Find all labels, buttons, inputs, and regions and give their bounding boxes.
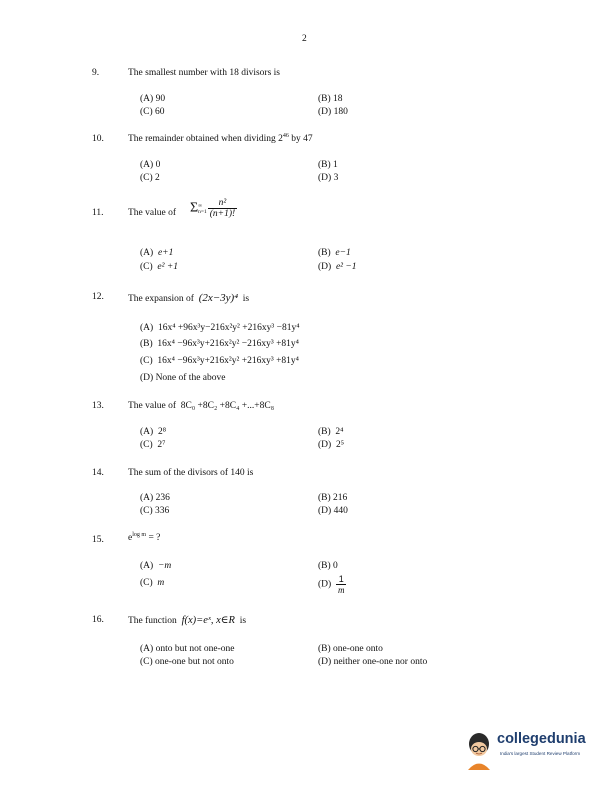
logo-tagline: India's largest Student Review Platform: [500, 751, 581, 756]
option-b: (B) one-one onto: [318, 644, 383, 654]
option-d: (D) None of the above: [140, 373, 226, 383]
question-text: The function f(x)=eˣ, x∈R is: [128, 615, 247, 626]
option-d: (D) 180: [318, 107, 348, 117]
question-number: 15.: [92, 535, 104, 545]
logo-wordmark: collegedunia: [497, 731, 586, 747]
option-d: (D) 2⁵: [318, 440, 345, 450]
question-text: The expansion of (2x−3y)⁴ is: [128, 292, 250, 304]
question-text: The remainder obtained when dividing $2^{46}$ by 47: [128, 132, 313, 144]
option-d: (D) 440: [318, 506, 348, 516]
option-c: (C) 2⁷: [140, 440, 166, 450]
option-a: (A) e+1: [140, 248, 174, 258]
question-text: $e^{log m}$ = ?: [128, 531, 161, 543]
student-mascot-icon: [462, 728, 496, 774]
question-text: The value of: [128, 208, 177, 218]
summation-expression: Σ ∞ n=1 $\frac{\text{n²}}{(n+1)!}$: [190, 198, 236, 219]
option-b: (B) e−1: [318, 248, 351, 258]
option-b: (B) 18: [318, 94, 343, 104]
question-text: The smallest number with 18 divisors is: [128, 68, 280, 78]
option-a: (A) onto but not one-one: [140, 644, 235, 654]
page-number: 2: [302, 34, 307, 44]
option-c: (C) 60: [140, 107, 165, 117]
option-d: (D) e² −1: [318, 262, 357, 272]
option-a: (A) 2⁸: [140, 427, 167, 437]
question-number: 16.: [92, 615, 104, 625]
question-number: 9.: [92, 68, 100, 78]
option-c: (C) e² +1: [140, 262, 179, 272]
question-number: 14.: [92, 468, 104, 478]
option-d: (D) $\frac{1}{m}$: [318, 574, 345, 595]
option-b: (B) 16x⁴ −96x³y+216x²y² −216xy³ +81y⁴: [140, 339, 299, 349]
option-d: (D) neither one-one nor onto: [318, 657, 428, 667]
option-c: (C) m: [140, 578, 165, 588]
question-number: 13.: [92, 401, 104, 411]
option-a: (A) 90: [140, 94, 166, 104]
question-number: 11.: [92, 208, 104, 218]
question-number: 12.: [92, 292, 104, 302]
option-b: (B) 1: [318, 160, 338, 170]
option-d: (D) 3: [318, 173, 339, 183]
question-text: The value of 8C₀ +8C₂ +8C₄ +...+8C₈: [128, 401, 275, 411]
question-text: The sum of the divisors of 140 is: [128, 468, 254, 478]
collegedunia-logo: [462, 726, 602, 776]
option-c: (C) 336: [140, 506, 170, 516]
option-b: (B) 0: [318, 561, 338, 571]
option-a: (A) 0: [140, 160, 161, 170]
option-c: (C) 16x⁴ −96x³y+216x²y² +216xy³ +81y⁴: [140, 356, 299, 366]
option-a: (A) −m: [140, 561, 172, 571]
option-a: (A) 16x⁴ +96x³y−216x²y² +216xy³ −81y⁴: [140, 323, 300, 333]
option-a: (A) 236: [140, 493, 170, 503]
option-c: (C) 2: [140, 173, 160, 183]
option-b: (B) 2⁴: [318, 427, 344, 437]
option-b: (B) 216: [318, 493, 348, 503]
option-c: (C) one-one but not onto: [140, 657, 234, 667]
question-number: 10.: [92, 134, 104, 144]
